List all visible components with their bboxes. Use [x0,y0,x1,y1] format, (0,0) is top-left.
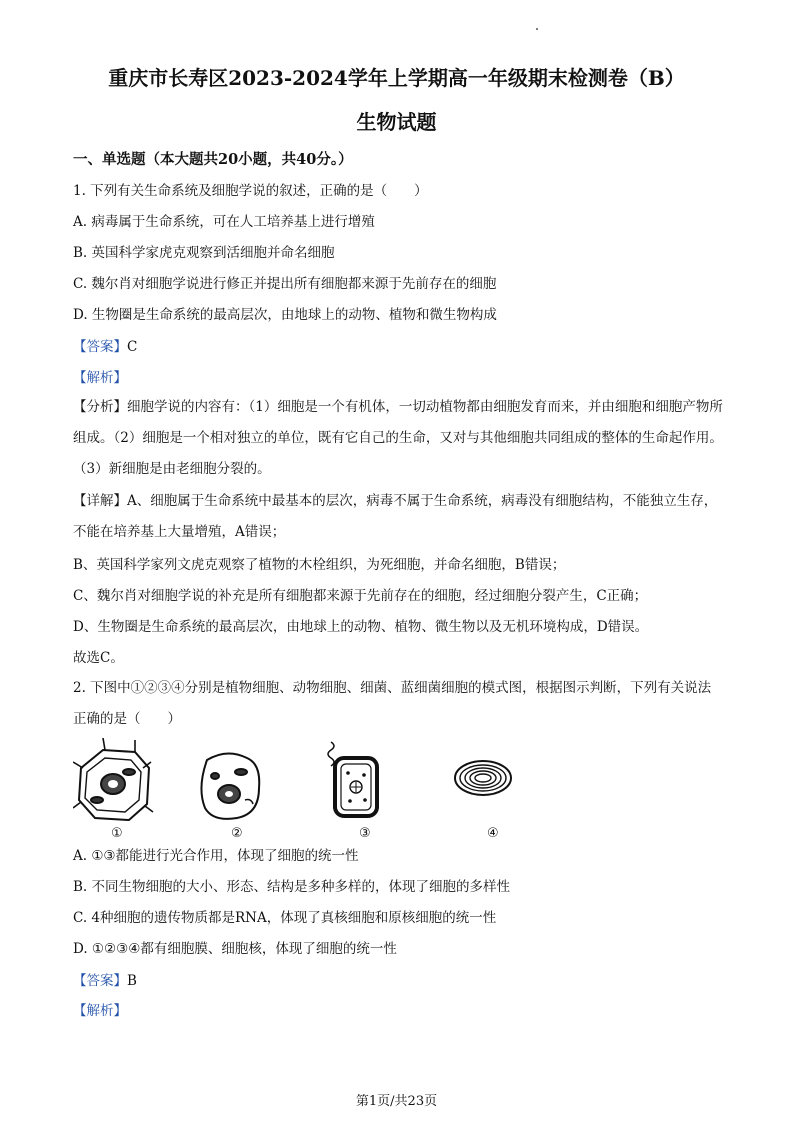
figure-label-4: ④ [487,826,499,841]
q1-detail-d: D、生物圈是生命系统的最高层次，由地球上的动物、植物、微生物以及无机环境构成，D错误。 [73,619,649,635]
page-number: 第1页/共23页 [355,1094,438,1109]
q2-analysis-label: 【解析】 [73,1003,127,1019]
cell-figures [73,738,543,842]
q1-analysis-label: 【解析】 [73,370,127,386]
answer-value: B [127,973,137,989]
q2-answer [73,971,137,991]
animal-cell-figure [201,753,259,818]
q2-option-c: C. 4种细胞的遗传物质都是RNA，体现了真核细胞和原核细胞的统一性 [73,910,497,926]
bacterium-figure [328,742,377,816]
plant-cell-figure [73,738,153,820]
figure-label-1: ① [111,826,123,841]
answer-value: C [127,339,138,355]
q1-conclusion: 故选C。 [73,650,124,666]
q1-stem: 1. 下列有关生命系统及细胞学说的叙述，正确的是（ ） [73,183,428,199]
cell-diagram [73,738,543,842]
section-heading: 一、单选题（本大题共20小题，共40分。） [73,151,353,168]
q2-option-b: B. 不同生物细胞的大小、形态、结构是多种多样的，体现了细胞的多样性 [73,879,511,895]
fenxi-text: 细胞学说的内容有：（1）细胞是一个有机体，一切动植物都由细胞发育而来，并由细胞和细胞产物所组成。（2）细胞是一个相对独立的单位，既有它自己的生命，又对与其他细胞共同组成的整体的生命起作用。（3）新细胞是由老细胞分裂的。 [73,399,723,477]
q1-option-d: D. 生物圈是生命系统的最高层次，由地球上的动物、植物和微生物构成 [73,307,497,323]
q1-fenxi [73,392,723,485]
answer-label: 【答案】 [73,973,127,989]
q2-option-a: A. ①③都能进行光合作用，体现了细胞的统一性 [73,848,359,864]
xiangjie-label: 【详解】 [73,493,127,509]
page-subtitle: 生物试题 [356,110,437,134]
fenxi-label: 【分析】 [73,399,127,415]
q1-detail-c: C、魏尔肖对细胞学说的补充是所有细胞都来源于先前存在的细胞，经过细胞分裂产生，C正确； [73,588,648,604]
q1-xiangjie [73,486,723,548]
q2-stem: 2. 下图中①②③④分别是植物细胞、动物细胞、细菌、蓝细菌细胞的模式图，根据图示判断，下列有关说法正确的是（ ） [73,680,712,727]
figure-label-2: ② [231,826,243,841]
q1-option-b: B. 英国科学家虎克观察到活细胞并命名细胞 [73,245,335,261]
scan-dot [536,28,538,30]
q1-option-a: A. 病毒属于生命系统，可在人工培养基上进行增殖 [73,214,375,230]
q1-detail-b: B、英国科学家列文虎克观察了植物的木栓组织，为死细胞，并命名细胞，B错误； [73,557,566,573]
answer-label: 【答案】 [73,339,127,355]
xiangjie-text: A、细胞属于生命系统中最基本的层次，病毒不属于生命系统，病毒没有细胞结构，不能独立生存，不能在培养基上大量增殖，A错误； [73,493,718,540]
figure-label-3: ③ [359,826,371,841]
q2-option-d: D. ①②③④都有细胞膜、细胞核，体现了细胞的统一性 [73,941,397,957]
page-title: 重庆市长寿区2023-2024学年上学期高一年级期末检测卷（B） [108,66,685,90]
q1-option-c: C. 魏尔肖对细胞学说进行修正并提出所有细胞都来源于先前存在的细胞 [73,276,497,292]
q1-answer [73,337,137,357]
cyanobacterium-figure [455,761,511,795]
